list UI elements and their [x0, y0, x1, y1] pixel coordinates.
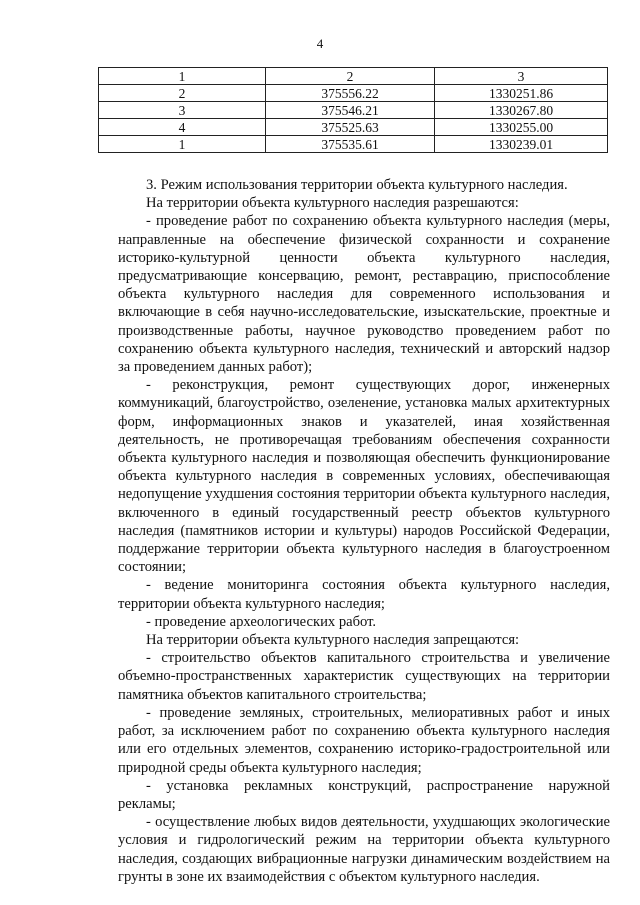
table-cell: 1 — [99, 136, 266, 153]
table-cell: 1330267.80 — [435, 102, 608, 119]
document-body — [118, 176, 610, 886]
table-cell: 375535.61 — [266, 136, 435, 153]
allowed-item: - проведение археологических работ. — [146, 613, 377, 630]
table-header-cell: 3 — [435, 68, 608, 85]
table-header-row — [99, 68, 608, 85]
table-row — [99, 102, 608, 119]
table-cell: 375556.22 — [266, 85, 435, 102]
prohibited-intro: На территории объекта культурного наследия запрещаются: — [146, 632, 520, 649]
section-heading: 3. Режим использования территории объекта культурного наследия. — [146, 177, 568, 193]
table-row — [99, 119, 608, 136]
table-row — [99, 85, 608, 102]
prohibited-item: - строительство объектов капитального строительства и увеличение объемно-пространственных характеристик существующих на территории памятника объектов капитального строительства; — [118, 650, 610, 703]
coordinates-table — [98, 67, 608, 153]
allowed-intro: На территории объекта культурного наследия разрешаются: — [146, 195, 519, 212]
table-cell: 375525.63 — [266, 119, 435, 136]
allowed-item: - проведение работ по сохранению объекта культурного наследия (меры, направленные на обеспечение физической сохранности и сохранение историко-культурной ценности объекта культурного наследия, предусматривающие консервацию, ремонт, реставрацию, приспособление объекта культурного наследия для современного использования и включающие в себя научно-исследовательские, изыскательские, проектные и производственные работы, научное руководство проведением работ по сохранению объекта культурного наследия, технический и авторский надзор за проведением данных работ); — [118, 213, 610, 376]
prohibited-item: - установка рекламных конструкций, распространение наружной рекламы; — [118, 777, 610, 812]
table-cell: 375546.21 — [266, 102, 435, 119]
table-cell: 3 — [99, 102, 266, 119]
prohibited-item: - проведение земляных, строительных, мелиоративных работ и иных работ, за исключением работ по сохранению объекта культурного наследия или его отдельных элементов, сохранению историко-градостроительной или природной среды объекта культурного наследия; — [118, 704, 610, 776]
page-number: 4 — [316, 36, 324, 51]
table-cell: 2 — [99, 85, 266, 102]
table-header-cell: 2 — [266, 68, 435, 85]
prohibited-item: - осуществление любых видов деятельности, ухудшающих экологические условия и гидрологический режим на территории объекта культурного наследия, создающих вибрационные нагрузки динамическим воздействием на грунты в зоне их взаимодействия с объектом культурного наследия. — [118, 814, 610, 885]
table-cell: 1330251.86 — [435, 85, 608, 102]
table-row — [99, 136, 608, 153]
allowed-item: - ведение мониторинга состояния объекта культурного наследия, территории объекта культурного наследия; — [118, 577, 610, 612]
table-cell: 4 — [99, 119, 266, 136]
table-header-cell: 1 — [99, 68, 266, 85]
table-cell: 1330255.00 — [435, 119, 608, 136]
allowed-item: - реконструкция, ремонт существующих дорог, инженерных коммуникаций, благоустройство, озеленение, установка малых архитектурных форм, информационных знаков и указателей, иная хозяйственная деятельность, не противоречащая требованиям обеспечения сохранности объекта культурного наследия и позволяющая обеспечить функционирование объекта культурного наследия в современных условиях, обеспечивающая недопущение ухудшения состояния территории объекта культурного наследия, включенного в единый государственный реестр объектов культурного наследия (памятников истории и культуры) народов Российской Федерации, поддержание территории объекта культурного наследия в благоустроенном состоянии; — [118, 377, 611, 576]
table-cell: 1330239.01 — [435, 136, 608, 153]
